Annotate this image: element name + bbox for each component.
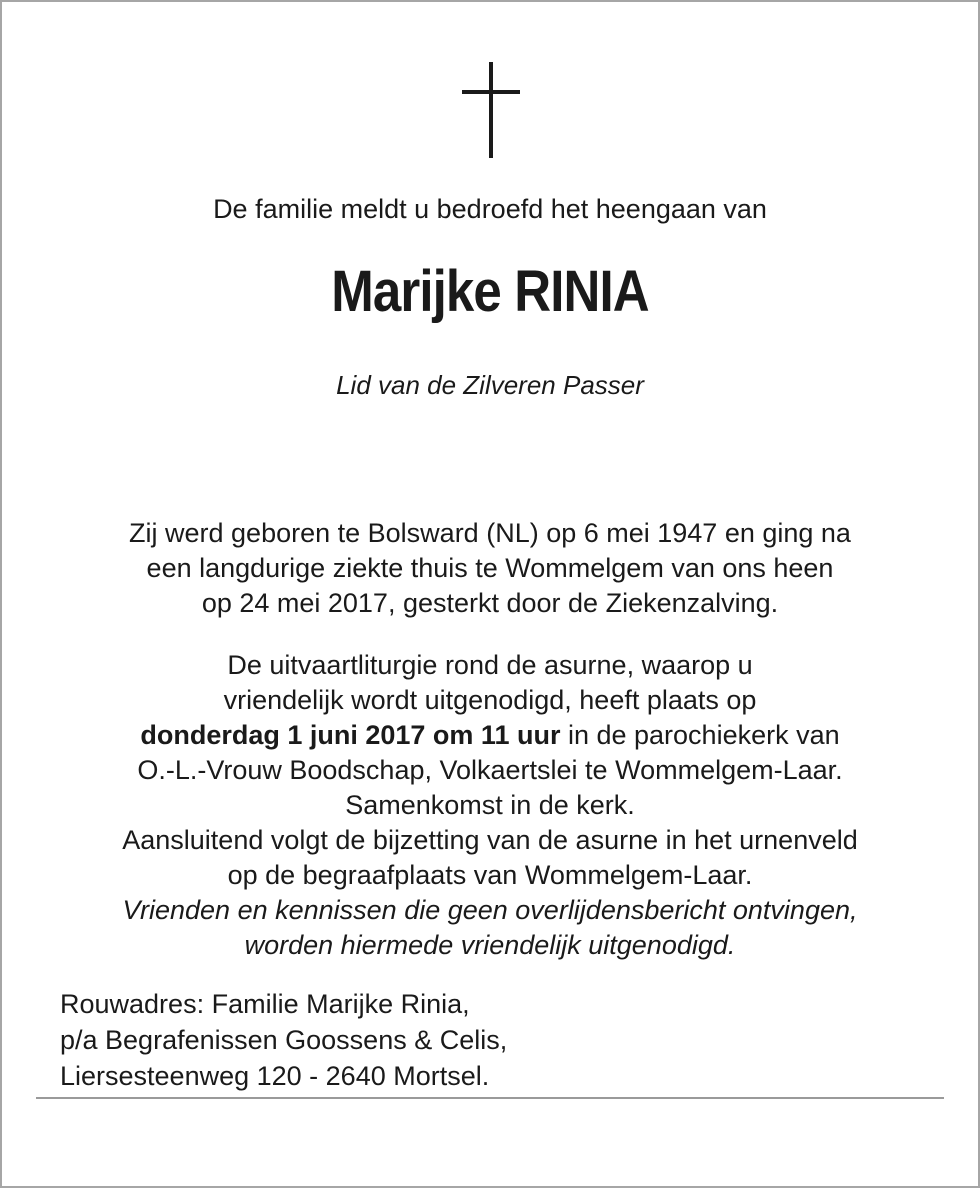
address-line: Liersesteenweg 120 - 2640 Mortsel. [60, 1061, 490, 1091]
membership-subtitle: Lid van de Zilveren Passer [336, 370, 644, 400]
funeral-location-start: in de parochiekerk van [560, 720, 840, 750]
bottom-divider [36, 1097, 944, 1099]
funeral-line: vriendelijk wordt uitgenodigd, heeft plaats op [223, 685, 757, 715]
funeral-paragraph [0, 648, 980, 963]
address-line: p/a Begrafenissen Goossens & Celis, [60, 1025, 508, 1055]
intro-text: De familie meldt u bedroefd het heengaan van [213, 194, 767, 224]
paragraph1-line: Zij werd geboren te Bolsward (NL) op 6 mei 1947 en ging na [129, 518, 851, 548]
invitation-line: Vrienden en kennissen die geen overlijdensbericht ontvingen, [122, 895, 858, 925]
funeral-line: op de begraafplaats van Wommelgem-Laar. [227, 860, 753, 890]
paragraph1-line: een langdurige ziekte thuis te Wommelgem van ons heen [146, 553, 834, 583]
funeral-line: Aansluitend volgt de bijzetting van de asurne in het urnenveld [122, 825, 858, 855]
funeral-date-line [0, 718, 980, 753]
funeral-line: De uitvaartliturgie rond de asurne, waarop u [227, 650, 753, 680]
mourning-address [60, 986, 507, 1094]
funeral-date: donderdag 1 juni 2017 om 11 uur [140, 720, 561, 750]
cross-icon [462, 62, 520, 158]
funeral-line: Samenkomst in de kerk. [345, 790, 635, 820]
deceased-name: Marijke RINIA [331, 259, 649, 324]
invitation-line: worden hiermede vriendelijk uitgenodigd. [244, 930, 736, 960]
birth-death-paragraph [0, 516, 980, 621]
address-line: Rouwadres: Familie Marijke Rinia, [60, 989, 470, 1019]
paragraph1-line: op 24 mei 2017, gesterkt door de Ziekenzalving. [201, 588, 779, 618]
funeral-line: O.-L.-Vrouw Boodschap, Volkaertslei te Wommelgem-Laar. [137, 755, 843, 785]
cross-vertical-bar [489, 62, 493, 158]
cross-horizontal-bar [462, 90, 520, 94]
